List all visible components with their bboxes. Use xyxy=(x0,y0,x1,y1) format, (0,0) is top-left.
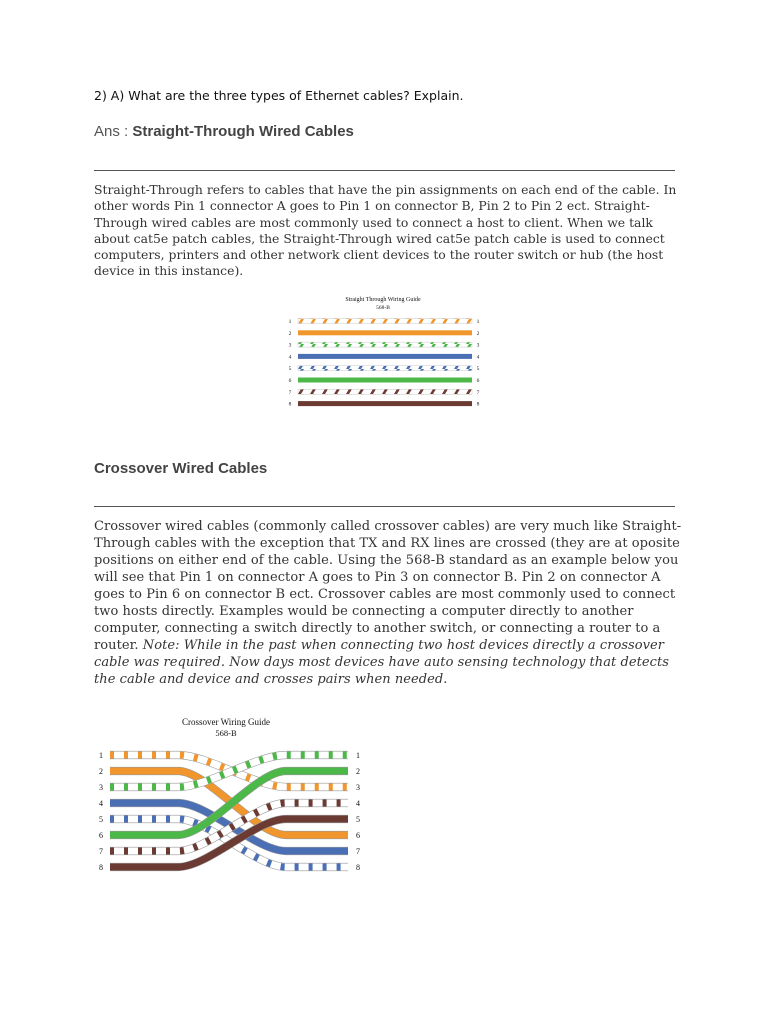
pin-label-right: 7 xyxy=(356,847,360,856)
crossover-wiring-diagram xyxy=(96,712,376,877)
pin-label-left: 1 xyxy=(288,319,292,325)
pin-label-right: 8 xyxy=(476,401,480,408)
pin-label-left: 7 xyxy=(288,389,292,396)
pin-label-right: 3 xyxy=(356,783,360,792)
straight-wires xyxy=(298,319,472,407)
pin-label-left: 1 xyxy=(99,751,103,760)
pin-label-right: 4 xyxy=(476,354,480,361)
crossover-right-labels xyxy=(356,751,360,872)
pin-label-left: 8 xyxy=(99,863,103,872)
pin-label-left: 2 xyxy=(99,767,103,776)
wire-pin-8 xyxy=(298,401,472,406)
crossover-left-labels xyxy=(99,751,103,872)
pin-label-right: 5 xyxy=(476,366,480,373)
straight-right-labels xyxy=(477,319,480,408)
horizontal-rule xyxy=(94,506,675,507)
pin-label-right: 2 xyxy=(356,767,360,776)
pin-label-right: 1 xyxy=(356,751,360,760)
pin-label-left: 5 xyxy=(99,815,103,824)
wire-pin-1 xyxy=(298,319,472,324)
wire-pin-6 xyxy=(298,378,472,383)
pin-label-left: 6 xyxy=(99,831,103,840)
pin-label-right: 8 xyxy=(356,863,360,872)
pin-label-left: 3 xyxy=(288,342,292,349)
pin-label-right: 6 xyxy=(476,378,480,384)
pin-label-left: 3 xyxy=(99,783,103,792)
crossover-paragraph-text: Crossover wired cables (commonly called crossover cables) are very much like Straight-Through cables with the exception that TX and RX lines are crossed (they are at oposite positions on either end of the cable. Using the 568-B standard as an example below you will see that Pin 1 on connector A goes to Pin 3 on connector B. Pin 2 on connector A goes to Pin 6 on connector B ect. Crossover cables are most commonly used to connect two hosts directly. Examples would be connecting a computer directly to another computer, connecting a switch directly to another switch, or connecting a router to a router. xyxy=(94,519,682,653)
section-title-straight-through: Straight-Through Wired Cables xyxy=(132,123,354,140)
crossover-diagram-subtitle: 568-B xyxy=(215,728,237,738)
wire-pin-7 xyxy=(298,389,472,394)
pin-label-right: 7 xyxy=(476,389,480,396)
pin-label-right: 1 xyxy=(476,319,480,325)
straight-diagram-subtitle: 568-B xyxy=(376,305,390,311)
pin-label-left: 8 xyxy=(288,401,292,408)
wire-pin-3 xyxy=(298,342,472,347)
answer-prefix: Ans : xyxy=(94,123,129,140)
crossover-paragraph xyxy=(94,518,684,688)
wire-pin-2 xyxy=(298,330,472,335)
crossover-wires xyxy=(110,755,348,867)
pin-label-left: 4 xyxy=(99,799,103,808)
straight-through-wiring-diagram xyxy=(284,294,484,414)
straight-left-labels xyxy=(289,319,292,408)
crossover-note: Note: While in the past when connecting two host devices directly a crossover cable was required. Now days most devices have auto sensing technology that detects the cable and device and crosses pairs when needed. xyxy=(94,638,669,687)
pin-label-left: 7 xyxy=(99,847,103,856)
pin-label-right: 5 xyxy=(356,815,360,824)
horizontal-rule xyxy=(94,170,675,171)
answer-heading xyxy=(94,123,354,140)
pin-label-left: 6 xyxy=(288,378,292,384)
pin-label-left: 2 xyxy=(288,330,292,337)
pin-label-left: 4 xyxy=(288,354,292,361)
pin-label-right: 2 xyxy=(476,330,480,337)
pin-label-left: 5 xyxy=(288,366,292,373)
pin-label-right: 4 xyxy=(356,799,360,808)
question-heading: 2) A) What are the three types of Ethernet cables? Explain. xyxy=(94,88,464,103)
pin-label-right: 6 xyxy=(356,831,360,840)
pin-label-right: 3 xyxy=(476,342,480,349)
wire-pin-5 xyxy=(298,366,472,371)
section-title-crossover: Crossover Wired Cables xyxy=(94,460,268,477)
wire-pin-4 xyxy=(298,354,472,359)
straight-diagram-title: Straight Through Wiring Guide xyxy=(345,297,421,303)
crossover-diagram-title: Crossover Wiring Guide xyxy=(182,717,270,727)
straight-through-paragraph: Straight-Through refers to cables that have the pin assignments on each end of the cable. In other words Pin 1 connector A goes to Pin 1 on connector B, Pin 2 to Pin 2 ect. Straight-Through wired cables are most commonly used to connect a host to client. When we talk about cat5e patch cables, the Straight-Through wired cat5e patch cable is used to connect computers, printers and other network client devices to the router switch or hub (the host device in this instance). xyxy=(94,182,677,279)
